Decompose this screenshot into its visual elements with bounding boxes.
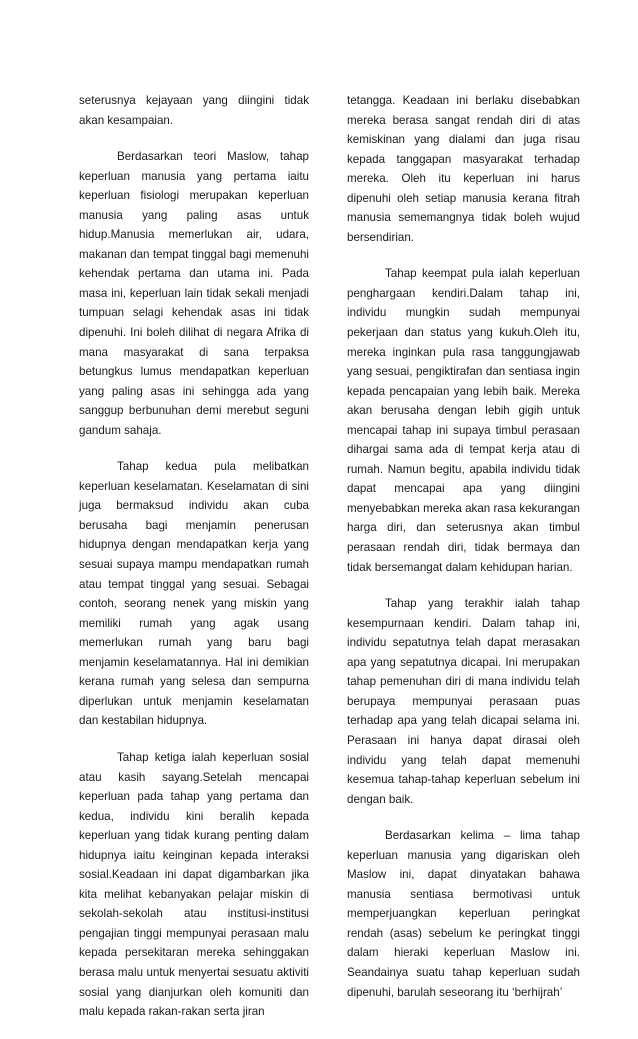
paragraph: seterusnya kejayaan yang diingini tidak akan kesampaian. [79,94,309,127]
left-column [79,91,309,1039]
paragraph: Berdasarkan kelima – lima tahap keperluan manusia yang digariskan oleh Maslow ini, dapat dinyatakan bahawa manusia sentiasa bermotivasi untuk memperjuangkan keperluan peringkat rendah (asas) sebelum ke peringkat tinggi dalam hieraki keperluan Maslow ini. Seandainya suatu tahap keperluan sudah dipenuhi, barulah seseorang itu ‘berhijrah’ [347,829,580,999]
paragraph: Berdasarkan teori Maslow, tahap keperluan manusia yang pertama iaitu keperluan fisiologi merupakan keperluan manusia yang paling asas untuk hidup.Manusia memerlukan air, udara, makanan dan tempat tinggal bagi memenuhi kehendak pertama dan utama ini. Pada masa ini, keperluan lain tidak sekali menjadi tumpuan selagi kehendak asas ini tidak dipenuhi. Ini boleh dilihat di negara Afrika di mana masyarakat di sana terpaksa betungkus lumus mendapatkan keperluan yang paling asas ini sehingga ada yang sanggup berbunuhan demi merebut seguni gandum sahaja. [79,150,309,437]
paragraph: Tahap kedua pula melibatkan keperluan keselamatan. Keselamatan di sini juga bermaksud individu akan cuba berusaha bagi menjamin penerusan hidupnya dengan mendapatkan kerja yang sesuai supaya mampu mendapatkan rumah atau tempat tinggal yang sesuai. Sebagai contoh, seorang nenek yang miskin yang memiliki rumah yang agak usang memerlukan rumah yang baru bagi menjamin keselamatannya. Hal ini demikian kerana rumah yang selesa dan sempurna diperlukan untuk menjamin keselamatan dan kestabilan hidupnya. [79,460,309,728]
paragraph: Tahap ketiga ialah keperluan sosial atau kasih sayang.Setelah mencapai keperluan pada tahap yang pertama dan kedua, individu kini beralih kepada keperluan yang tidak kurang penting dalam hidupnya iaitu keinginan kepada interaksi sosial.Keadaan ini dapat digambarkan jika kita melihat kebanyakan pelajar miskin di sekolah-sekolah atau institusi-institusi pengajian tinggi mempunyai perasaan malu kepada persekitaran mereka sehinggakan berasa malu untuk menyertai sesuatu aktiviti sosial yang dianjurkan oleh komuniti dan malu kepada rakan-rakan serta jiran [79,750,309,1019]
paragraph: tetangga. Keadaan ini berlaku disebabkan mereka berasa sangat rendah diri di atas kemiskinan yang dialami dan juga risau kepada tanggapan masyarakat terhadap mereka. Oleh itu keperluan ini harus dipenuhi oleh setiap manusia kerana fitrah manusia sememangnya tidak boleh wujud bersendirian. [347,94,580,244]
paragraph: Tahap yang terakhir ialah tahap kesempurnaan kendiri. Dalam tahap ini, individu sepatutnya telah dapat merasakan apa yang sepatutnya dicapai. Ini merupakan tahap pemenuhan diri di mana individu telah berupaya mempunyai perasaan puas terhadap apa yang telah dicapai selama ini. Perasaan ini hanya dapat dirasai oleh individu yang telah dapat memenuhi kesemua tahap-tahap keperluan sebelum ini dengan baik. [347,597,580,806]
right-column [347,91,580,1019]
paragraph: Tahap keempat pula ialah keperluan penghargaan kendiri.Dalam tahap ini, individu mungkin sudah mempunyai pekerjaan dan status yang kukuh.Oleh itu, mereka inginkan pula rasa tanggungjawab yang sesuai, pengiktirafan dan sentiasa ingin kepada pencapaian yang lebih baik. Mereka akan berusaha dengan lebih gigih untuk mencapai tahap ini supaya timbul perasaan dihargai sama ada di tempat kerja atau di rumah. Namun begitu, apabila individu tidak dapat mencapai apa yang diingini menyebabkan mereka akan rasa kekurangan harga diri, dan seterusnya akan timbul perasaan rendah diri, tidak bermaya dan tidak bersemangat dalam kehidupan harian. [347,267,580,574]
